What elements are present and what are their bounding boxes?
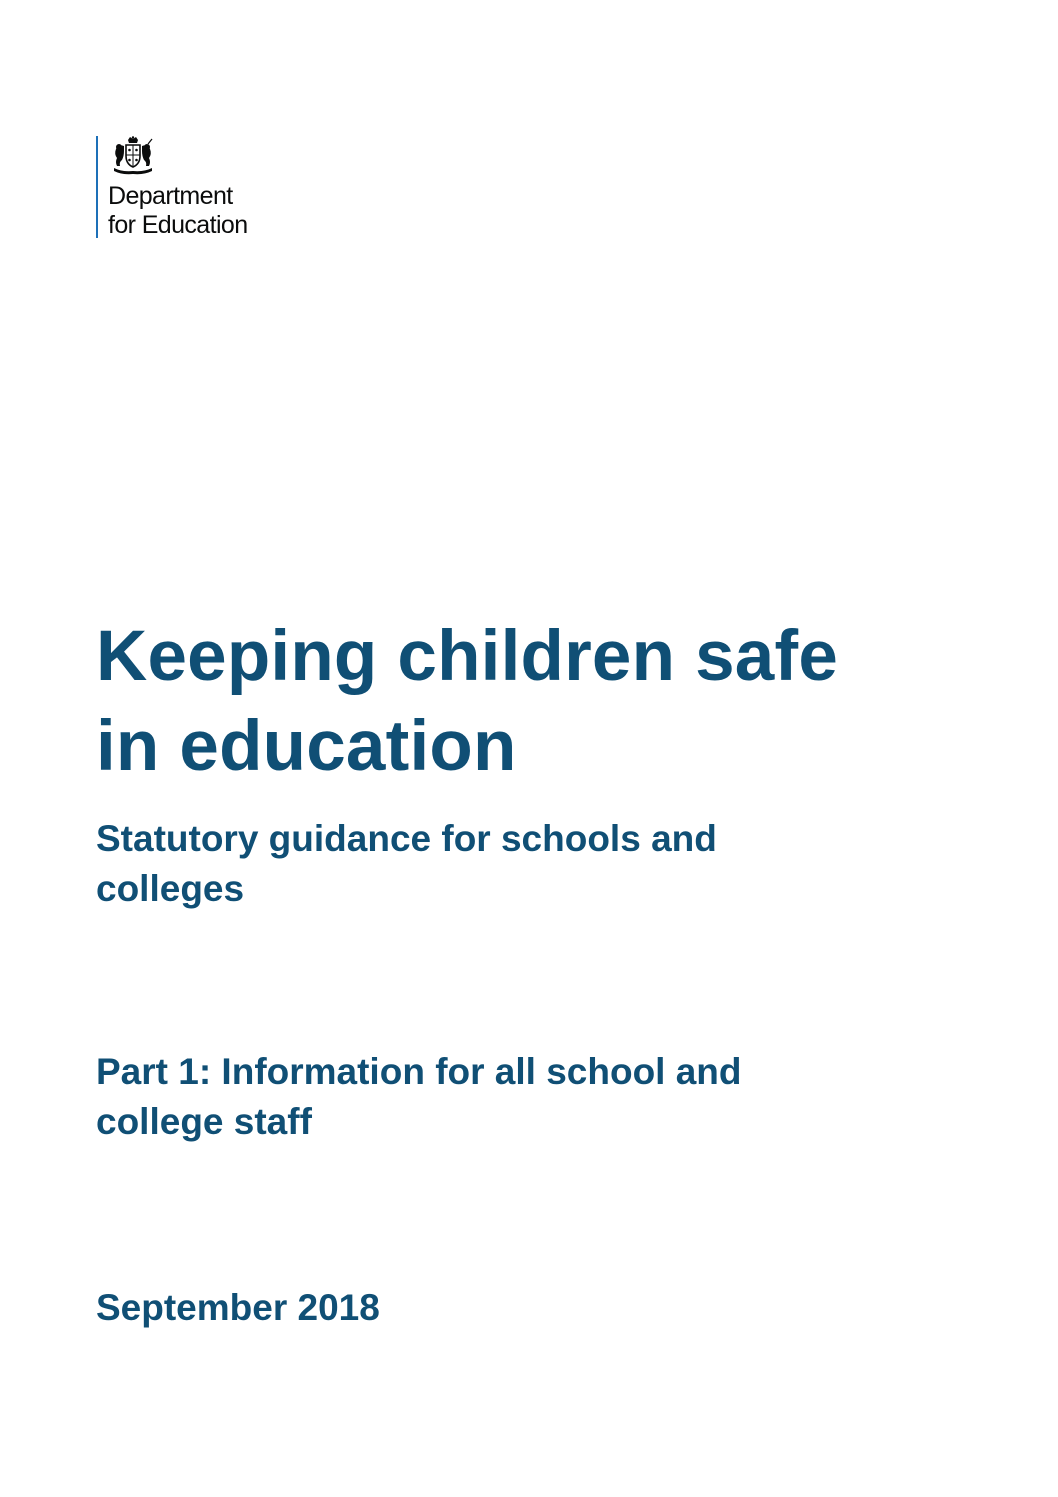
- document-part-line-1: Part 1: Information for all school and: [96, 1051, 742, 1092]
- document-subtitle: [96, 814, 996, 914]
- document-title-line-1: Keeping children safe: [96, 617, 839, 696]
- publication-date: September 2018: [96, 1287, 380, 1328]
- document-part-heading: [96, 1047, 996, 1147]
- organisation-name-line-1: Department: [108, 182, 233, 210]
- document-title: [96, 612, 996, 792]
- document-subtitle-line-1: Statutory guidance for schools and: [96, 818, 717, 859]
- organisation-name: [108, 182, 248, 240]
- document-subtitle-line-2: colleges: [96, 868, 245, 909]
- document-part-line-2: college staff: [96, 1101, 312, 1142]
- department-logo: [96, 136, 296, 240]
- organisation-name-line-2: for Education: [108, 211, 248, 239]
- document-title-line-2: in education: [96, 707, 517, 786]
- logo-rule: [96, 136, 98, 238]
- royal-coat-of-arms-icon: [108, 136, 158, 176]
